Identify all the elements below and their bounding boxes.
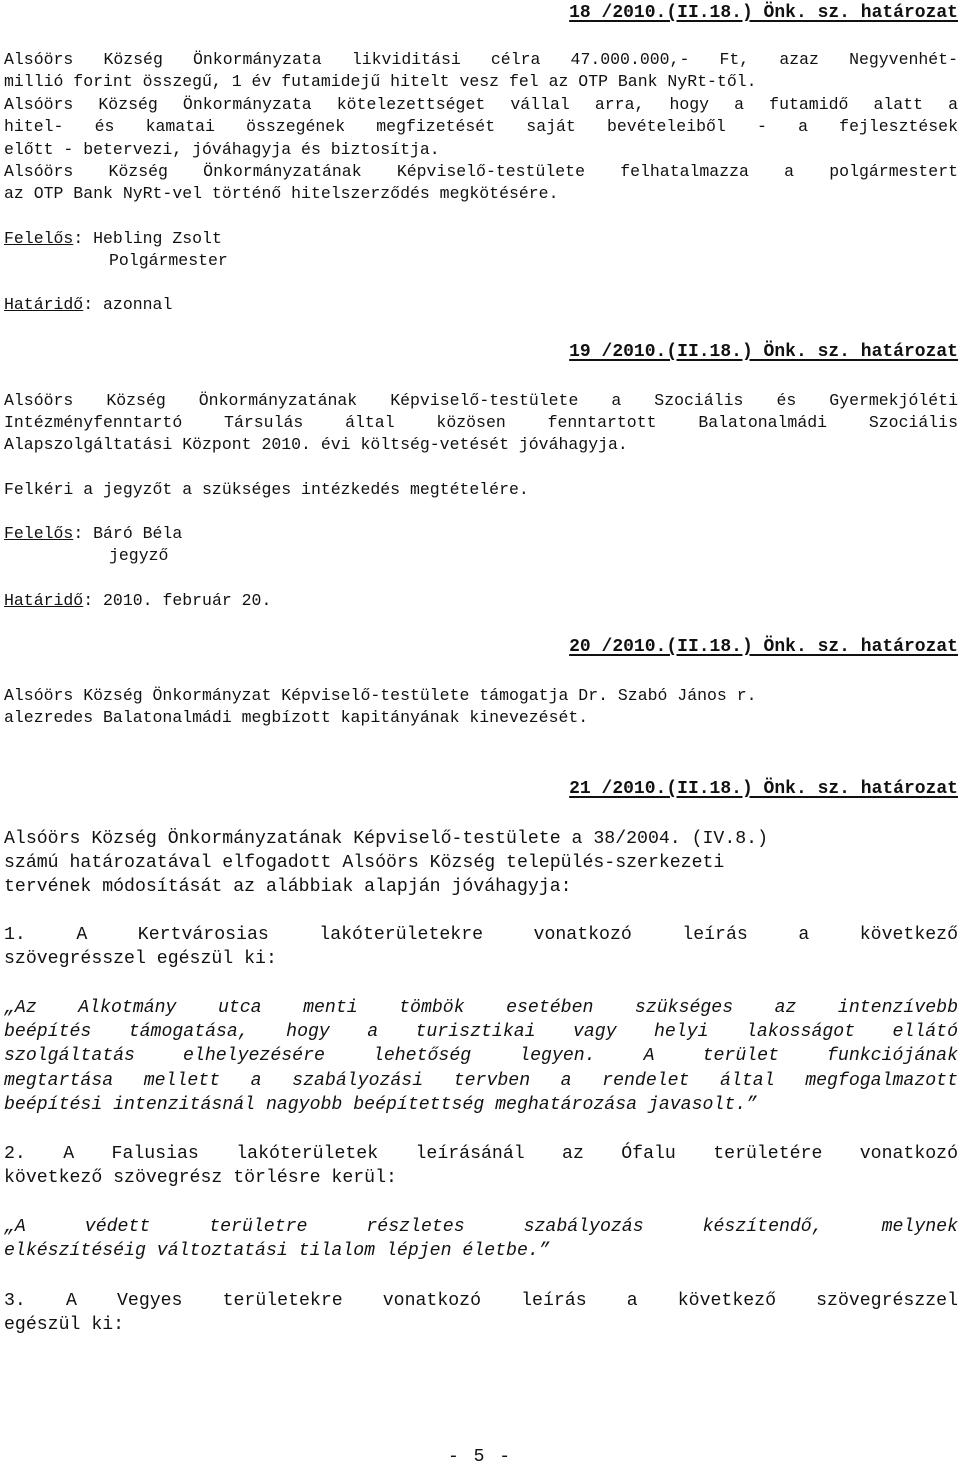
deadline-value: azonnal (103, 295, 173, 314)
responsible-name: Báró Béla (93, 524, 183, 543)
resolution-19-line: Intézményfenntartó Társulás által közösen fenntartott Balatonalmádi Szociális (4, 413, 958, 432)
responsible-label: Felelős (4, 229, 74, 248)
page-number: - 5 - (447, 1447, 512, 1467)
colon: : (83, 295, 104, 314)
quote-1-line: „Az Alkotmány utca menti tömbök esetében szükséges az intenzívebb (4, 998, 958, 1018)
item-1-line: szövegrésszel egészül ki: (4, 949, 277, 969)
colon: : (83, 591, 104, 610)
resolution-19-heading: 19 /2010.(II.18.) Önk. sz. határozat (569, 342, 958, 362)
deadline-line (4, 294, 958, 316)
resolution-18-line: Alsóörs Község Önkormányzatának Képviselő-testülete felhatalmazza a polgármestert (4, 162, 958, 181)
colon: : (73, 229, 94, 248)
item-2-line: következő szövegrész törlésre kerül: (4, 1168, 397, 1188)
responsible-line (4, 523, 958, 545)
resolution-18-heading: 18 /2010.(II.18.) Önk. sz. határozat (569, 3, 958, 23)
item-3-line: 3. A Vegyes területekre vonatkozó leírás a következő szövegrészzel (4, 1291, 958, 1311)
resolution-18-line: Alsóörs Község Önkormányzata kötelezettséget vállal arra, hogy a futamidő alatt a (4, 95, 958, 114)
resolution-21-intro-line: Alsóörs Község Önkormányzatának Képviselő-testülete a 38/2004. (IV.8.) (4, 829, 768, 849)
resolution-18-line: hitel- és kamatai összegének megfizetését saját bevételeiből - a fejlesztések (4, 117, 958, 136)
resolution-18-line: millió forint összegű, 1 év futamidejű hitelt vesz fel az OTP Bank NyRt-től. (4, 72, 757, 91)
item-1-line: 1. A Kertvárosias lakóterületekre vonatkozó leírás a következő (4, 925, 958, 945)
resolution-21-intro-line: tervének módosítását az alábbiak alapján jóváhagyja: (4, 877, 572, 897)
deadline-label: Határidő (4, 295, 84, 314)
resolution-18-line: az OTP Bank NyRt-vel történő hitelszerződés megkötésére. (4, 184, 559, 203)
quote-2-line: „A védett területre részletes szabályozás készítendő, melynek (4, 1217, 958, 1237)
resolution-21-heading: 21 /2010.(II.18.) Önk. sz. határozat (569, 779, 958, 799)
colon: : (73, 524, 94, 543)
deadline-value: 2010. február 20. (103, 591, 272, 610)
item-2-line: 2. A Falusias lakóterületek leírásánál az Ófalu területére vonatkozó (4, 1144, 958, 1164)
quote-1-line: megtartása mellett a szabályozási tervben a rendelet által megfogalmazott (4, 1071, 958, 1091)
resolution-19-line: Alapszolgáltatási Központ 2010. évi költség-vetését jóváhagyja. (4, 435, 628, 454)
quote-2-line: elkészítéséig változtatási tilalom lépjen életbe.” (4, 1241, 550, 1261)
responsible-title: jegyző (109, 546, 169, 565)
responsible-line (4, 228, 958, 250)
responsible-title: Polgármester (109, 251, 228, 270)
resolution-20-line: alezredes Balatonalmádi megbízott kapitányának kinevezését. (4, 708, 589, 727)
responsible-name: Hebling Zsolt (93, 229, 222, 248)
resolution-19-line: Alsóörs Község Önkormányzatának Képviselő-testülete a Szociális és Gyermekjóléti (4, 391, 958, 410)
resolution-18-line: Alsóörs Község Önkormányzata likviditási célra 47.000.000,- Ft, azaz Negyvenhét- (4, 50, 958, 69)
resolution-20-heading: 20 /2010.(II.18.) Önk. sz. határozat (569, 637, 958, 657)
item-3-line: egészül ki: (4, 1315, 125, 1335)
quote-1-line: beépítés támogatása, hogy a turisztikai vagy helyi lakosságot ellátó (4, 1022, 958, 1042)
responsible-label: Felelős (4, 524, 74, 543)
resolution-18-line: előtt - betervezi, jóváhagyja és biztosítja. (4, 140, 440, 159)
deadline-label: Határidő (4, 591, 84, 610)
quote-1-line: beépítési intenzitásnál nagyobb beépítettség meghatározása javasolt.” (4, 1095, 758, 1115)
resolution-19-request: Felkéri a jegyzőt a szükséges intézkedés megtételére. (4, 480, 529, 499)
deadline-line (4, 590, 958, 612)
resolution-21-intro-line: számú határozatával elfogadott Alsóörs Község település-szerkezeti (4, 853, 725, 873)
quote-1-line: szolgáltatás elhelyezésére lehetőség legyen. A terület funkciójának (4, 1046, 958, 1066)
resolution-20-line: Alsóörs Község Önkormányzat Képviselő-testülete támogatja Dr. Szabó János r. (4, 686, 757, 705)
